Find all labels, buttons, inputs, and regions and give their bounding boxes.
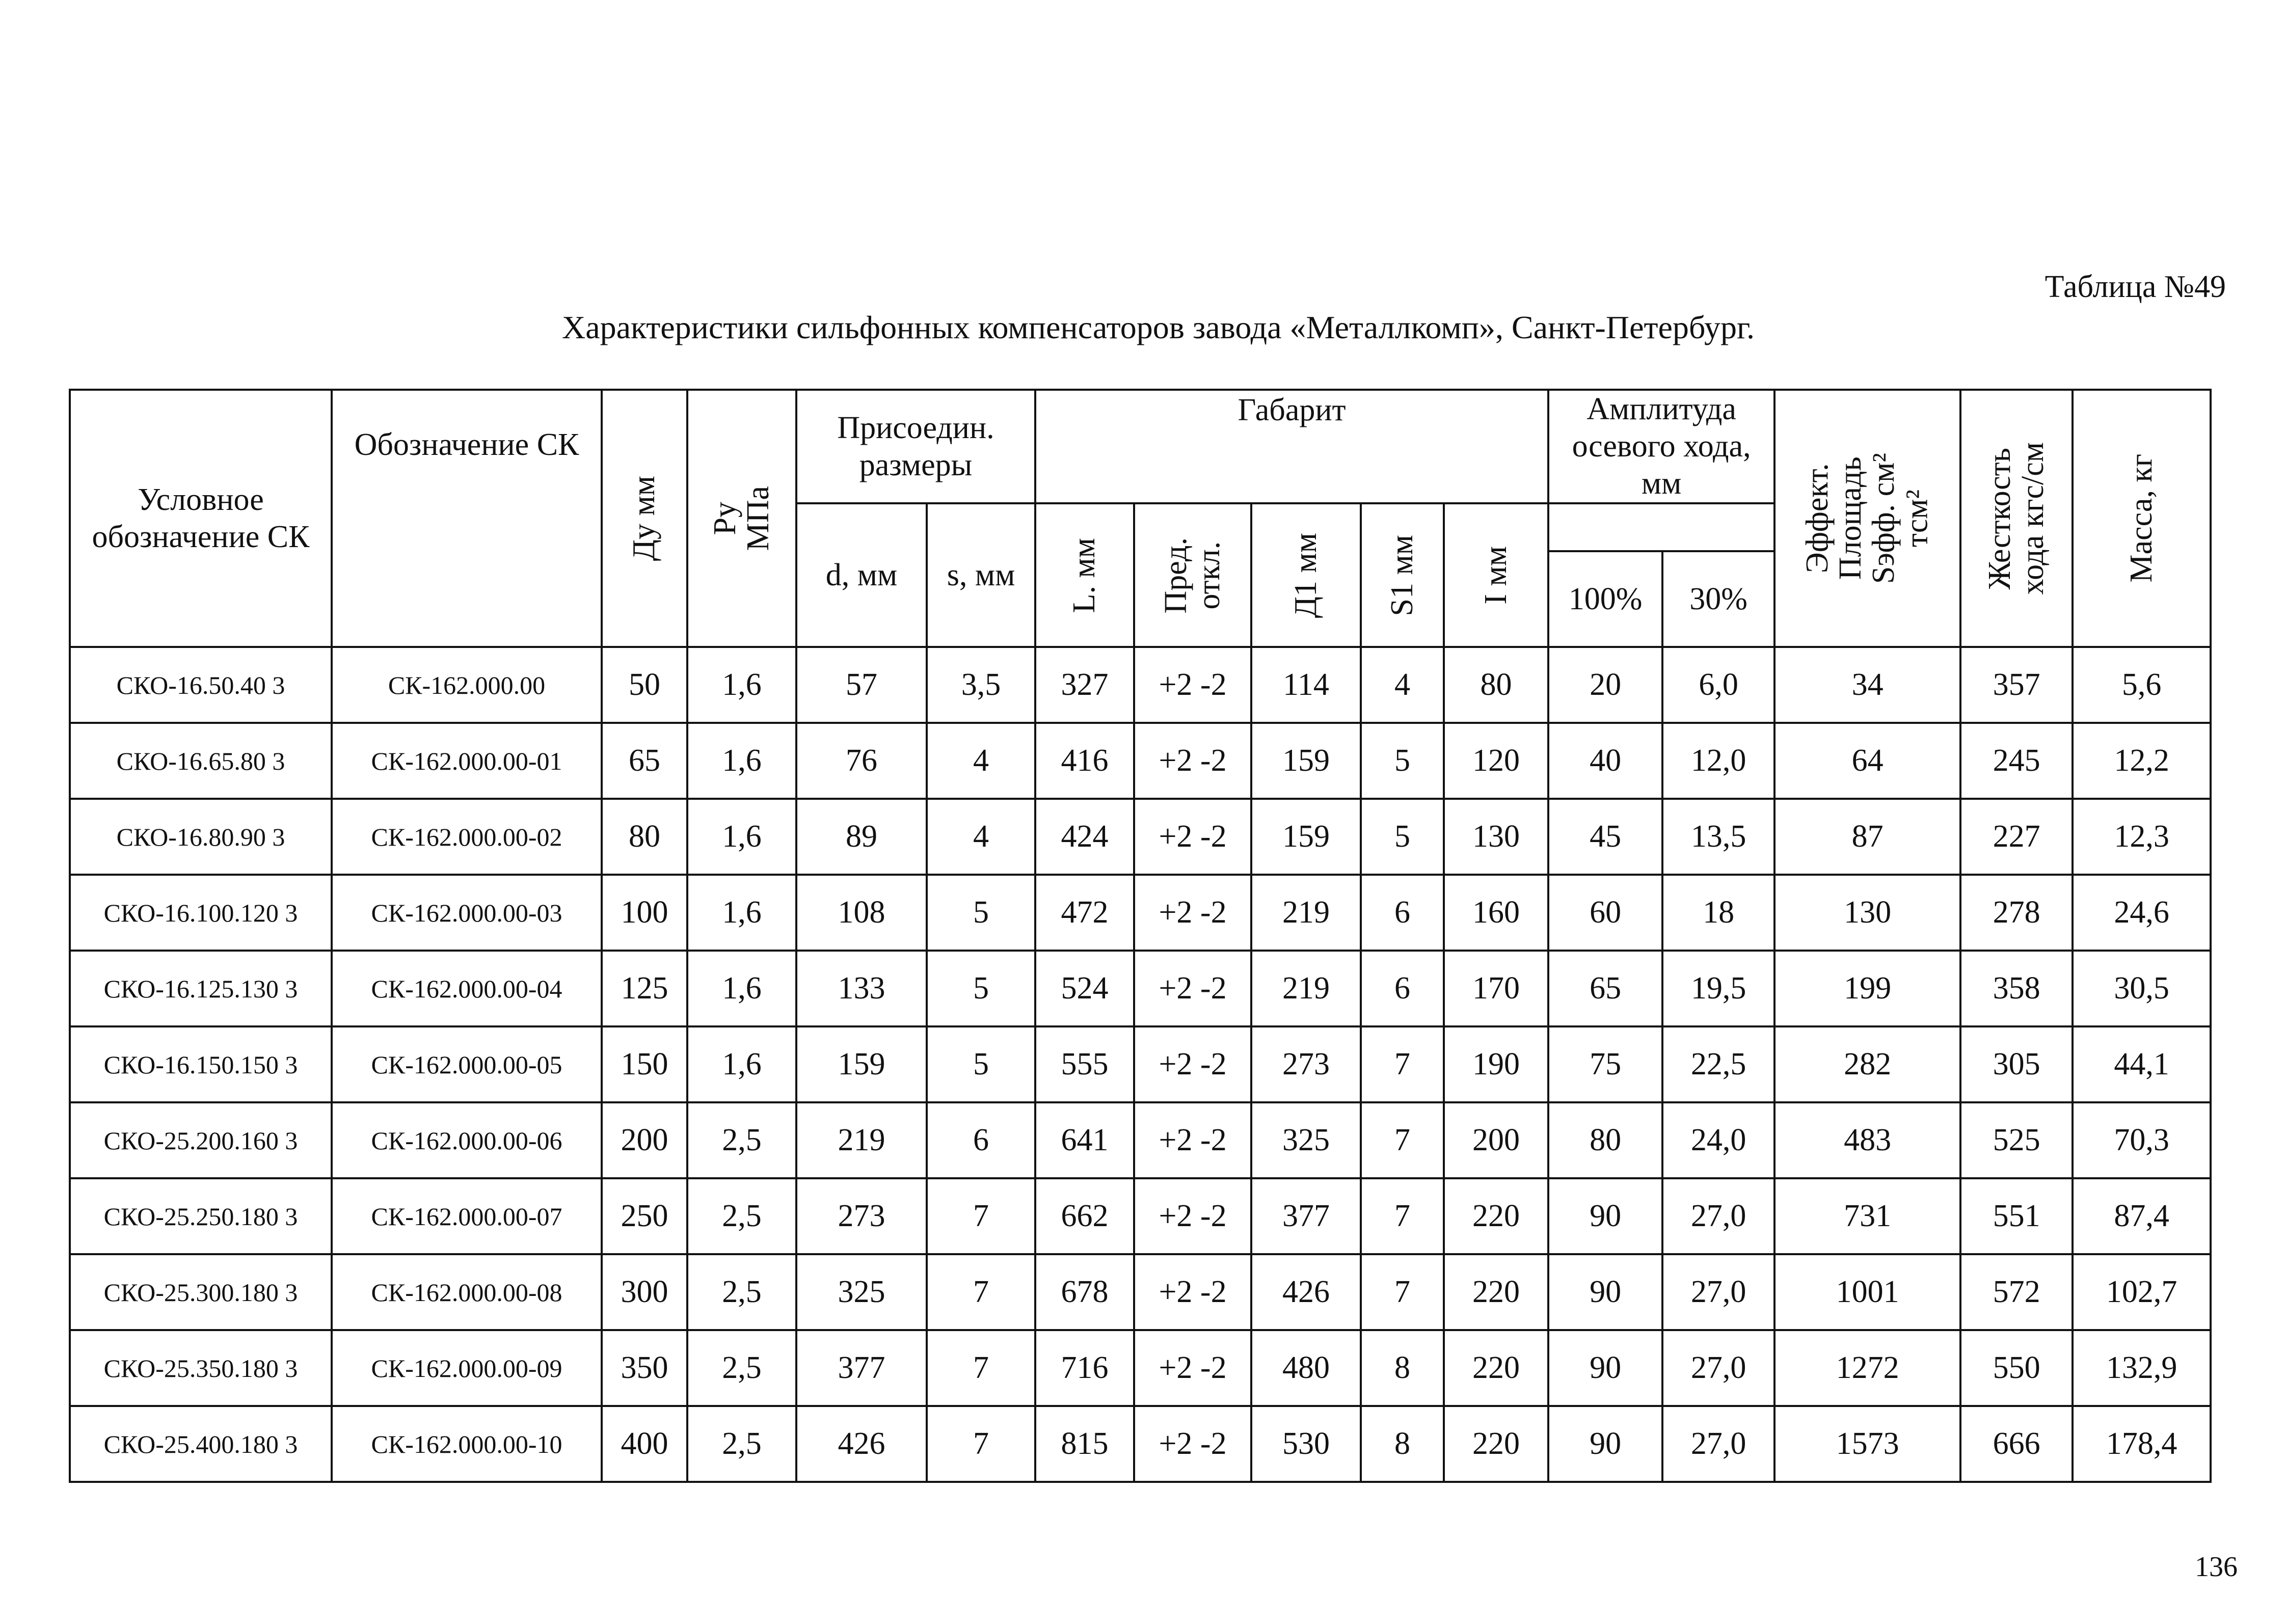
header-eff-line4: тсм² [1899, 490, 1934, 548]
cell-L: 472 [1035, 875, 1134, 951]
cell-amp30: 12,0 [1662, 723, 1774, 799]
cell-D1: 530 [1251, 1406, 1361, 1482]
cell-s: 7 [927, 1254, 1035, 1330]
header-zhest-line2: хода кгс/см [2015, 442, 2051, 595]
cell-amp30: 22,5 [1662, 1026, 1774, 1102]
header-eff-line1: Эффект. [1800, 463, 1835, 574]
cell-zhest: 550 [1960, 1330, 2073, 1406]
cell-massa: 30,5 [2073, 951, 2211, 1026]
cell-d: 219 [796, 1102, 927, 1178]
header-s: s, мм [927, 503, 1035, 647]
cell-eff: 483 [1774, 1102, 1960, 1178]
cell-I: 130 [1444, 799, 1548, 875]
cell-S1: 8 [1361, 1406, 1444, 1482]
cell-S1: 4 [1361, 647, 1444, 723]
cell-S1: 7 [1361, 1178, 1444, 1254]
cell-S1: 5 [1361, 799, 1444, 875]
cell-zhest: 245 [1960, 723, 2073, 799]
header-massa [2073, 390, 2211, 647]
cell-pu: 2,5 [687, 1254, 796, 1330]
header-du-text: Ду мм [627, 476, 662, 561]
table-row [70, 1406, 2211, 1482]
cell-pred: +2 -2 [1134, 799, 1251, 875]
cell-massa: 132,9 [2073, 1330, 2211, 1406]
cell-L: 524 [1035, 951, 1134, 1026]
cell-eff: 1573 [1774, 1406, 1960, 1482]
cell-s: 4 [927, 723, 1035, 799]
cell-I: 120 [1444, 723, 1548, 799]
cell-pu: 2,5 [687, 1330, 796, 1406]
header-pred-text [1160, 537, 1226, 614]
table-row [70, 951, 2211, 1026]
cell-s: 7 [927, 1178, 1035, 1254]
cell-pred: +2 -2 [1134, 951, 1251, 1026]
cell-uslovnoe: СКО-16.65.80 3 [70, 723, 332, 799]
cell-oboznachenie: СК-162.000.00-01 [332, 723, 602, 799]
cell-d: 57 [796, 647, 927, 723]
cell-du: 65 [602, 723, 687, 799]
cell-oboznachenie: СК-162.000.00-08 [332, 1254, 602, 1330]
cell-I: 80 [1444, 647, 1548, 723]
header-du [602, 390, 687, 647]
cell-amp100: 60 [1548, 875, 1662, 951]
cell-uslovnoe: СКО-25.250.180 3 [70, 1178, 332, 1254]
cell-amp30: 6,0 [1662, 647, 1774, 723]
cell-d: 89 [796, 799, 927, 875]
cell-D1: 219 [1251, 875, 1361, 951]
cell-s: 5 [927, 951, 1035, 1026]
table-title: Характеристики сильфонных компенсаторов завода «Металлкомп», Санкт-Петербург. [562, 309, 1755, 345]
cell-du: 50 [602, 647, 687, 723]
cell-massa: 178,4 [2073, 1406, 2211, 1482]
cell-uslovnoe: СКО-16.80.90 3 [70, 799, 332, 875]
cell-eff: 87 [1774, 799, 1960, 875]
cell-I: 220 [1444, 1406, 1548, 1482]
cell-S1: 6 [1361, 951, 1444, 1026]
cell-uslovnoe: СКО-25.400.180 3 [70, 1406, 332, 1482]
cell-oboznachenie: СК-162.000.00-06 [332, 1102, 602, 1178]
cell-oboznachenie: СК-162.000.00-07 [332, 1178, 602, 1254]
header-pu-line1: Ру [707, 501, 742, 535]
cell-massa: 102,7 [2073, 1254, 2211, 1330]
cell-zhest: 227 [1960, 799, 2073, 875]
cell-du: 250 [602, 1178, 687, 1254]
cell-d: 108 [796, 875, 927, 951]
cell-massa: 87,4 [2073, 1178, 2211, 1254]
cell-pu: 2,5 [687, 1178, 796, 1254]
cell-uslovnoe: СКО-25.200.160 3 [70, 1102, 332, 1178]
cell-du: 125 [602, 951, 687, 1026]
cell-S1: 7 [1361, 1026, 1444, 1102]
header-I [1444, 503, 1548, 647]
cell-du: 350 [602, 1330, 687, 1406]
cell-L: 815 [1035, 1406, 1134, 1482]
header-100: 100% [1548, 551, 1662, 647]
header-gabarit: Габарит [1035, 390, 1548, 503]
cell-pred: +2 -2 [1134, 1102, 1251, 1178]
compensator-table [69, 389, 2212, 1483]
cell-massa: 44,1 [2073, 1026, 2211, 1102]
cell-s: 5 [927, 1026, 1035, 1102]
cell-amp30: 27,0 [1662, 1254, 1774, 1330]
cell-d: 377 [796, 1330, 927, 1406]
cell-s: 4 [927, 799, 1035, 875]
header-pu-line2: МПа [741, 486, 775, 551]
header-L [1035, 503, 1134, 647]
cell-S1: 7 [1361, 1254, 1444, 1330]
cell-pred: +2 -2 [1134, 875, 1251, 951]
cell-massa: 5,6 [2073, 647, 2211, 723]
header-eff [1774, 390, 1960, 647]
cell-L: 555 [1035, 1026, 1134, 1102]
cell-I: 190 [1444, 1026, 1548, 1102]
cell-du: 100 [602, 875, 687, 951]
cell-D1: 480 [1251, 1330, 1361, 1406]
cell-uslovnoe: СКО-25.350.180 3 [70, 1330, 332, 1406]
cell-d: 426 [796, 1406, 927, 1482]
cell-L: 716 [1035, 1330, 1134, 1406]
cell-amp100: 40 [1548, 723, 1662, 799]
page-number: 136 [2195, 1551, 2238, 1583]
cell-pred: +2 -2 [1134, 723, 1251, 799]
header-I-text: I мм [1478, 546, 1513, 605]
cell-amp30: 27,0 [1662, 1178, 1774, 1254]
table-row [70, 1330, 2211, 1406]
table-row [70, 799, 2211, 875]
cell-s: 6 [927, 1102, 1035, 1178]
header-pred [1134, 503, 1251, 647]
cell-zhest: 525 [1960, 1102, 2073, 1178]
cell-eff: 130 [1774, 875, 1960, 951]
table-row [70, 723, 2211, 799]
header-massa-text: Масса, кг [2124, 454, 2159, 583]
cell-pu: 1,6 [687, 1026, 796, 1102]
cell-amp100: 20 [1548, 647, 1662, 723]
cell-pu: 1,6 [687, 647, 796, 723]
header-eff-text [1801, 453, 1933, 584]
cell-zhest: 551 [1960, 1178, 2073, 1254]
cell-S1: 6 [1361, 875, 1444, 951]
header-pred-line1: Пред. [1158, 537, 1193, 614]
header-D1-text: Д1 мм [1288, 532, 1323, 618]
cell-L: 327 [1035, 647, 1134, 723]
cell-oboznachenie: СК-162.000.00-10 [332, 1406, 602, 1482]
cell-uslovnoe: СКО-16.125.130 3 [70, 951, 332, 1026]
cell-pu: 1,6 [687, 799, 796, 875]
cell-du: 200 [602, 1102, 687, 1178]
cell-amp30: 13,5 [1662, 799, 1774, 875]
header-S1-text: S1 мм [1384, 534, 1419, 616]
cell-D1: 159 [1251, 723, 1361, 799]
cell-massa: 12,3 [2073, 799, 2211, 875]
table-row [70, 1178, 2211, 1254]
cell-zhest: 278 [1960, 875, 2073, 951]
cell-d: 76 [796, 723, 927, 799]
cell-amp100: 75 [1548, 1026, 1662, 1102]
cell-eff: 64 [1774, 723, 1960, 799]
cell-uslovnoe: СКО-16.150.150 3 [70, 1026, 332, 1102]
table-row [70, 647, 2211, 723]
header-pu-text [709, 486, 775, 551]
cell-d: 325 [796, 1254, 927, 1330]
cell-du: 80 [602, 799, 687, 875]
cell-oboznachenie: СК-162.000.00 [332, 647, 602, 723]
cell-pred: +2 -2 [1134, 1330, 1251, 1406]
cell-amp100: 90 [1548, 1406, 1662, 1482]
cell-uslovnoe: СКО-16.100.120 3 [70, 875, 332, 951]
cell-s: 5 [927, 875, 1035, 951]
cell-L: 641 [1035, 1102, 1134, 1178]
cell-amp30: 27,0 [1662, 1406, 1774, 1482]
header-d: d, мм [796, 503, 927, 647]
cell-du: 300 [602, 1254, 687, 1330]
cell-L: 678 [1035, 1254, 1134, 1330]
header-oboznachenie: Обозначение СК [332, 390, 602, 647]
cell-s: 7 [927, 1330, 1035, 1406]
cell-zhest: 572 [1960, 1254, 2073, 1330]
cell-pu: 2,5 [687, 1102, 796, 1178]
cell-I: 220 [1444, 1254, 1548, 1330]
cell-massa: 12,2 [2073, 723, 2211, 799]
header-D1 [1251, 503, 1361, 647]
header-zhest-line1: Жесткость [1982, 447, 2017, 589]
cell-oboznachenie: СК-162.000.00-05 [332, 1026, 602, 1102]
cell-amp100: 90 [1548, 1178, 1662, 1254]
cell-eff: 731 [1774, 1178, 1960, 1254]
header-prisoed: Присоедин. размеры [796, 390, 1035, 503]
cell-amp30: 18 [1662, 875, 1774, 951]
cell-pu: 1,6 [687, 951, 796, 1026]
cell-oboznachenie: СК-162.000.00-03 [332, 875, 602, 951]
cell-oboznachenie: СК-162.000.00-09 [332, 1330, 602, 1406]
cell-pred: +2 -2 [1134, 1406, 1251, 1482]
cell-D1: 114 [1251, 647, 1361, 723]
header-30: 30% [1662, 551, 1774, 647]
cell-zhest: 357 [1960, 647, 2073, 723]
cell-I: 220 [1444, 1330, 1548, 1406]
cell-I: 170 [1444, 951, 1548, 1026]
cell-pred: +2 -2 [1134, 1178, 1251, 1254]
cell-amp30: 27,0 [1662, 1330, 1774, 1406]
cell-pu: 1,6 [687, 723, 796, 799]
cell-uslovnoe: СКО-25.300.180 3 [70, 1254, 332, 1330]
cell-massa: 24,6 [2073, 875, 2211, 951]
cell-D1: 426 [1251, 1254, 1361, 1330]
cell-amp30: 19,5 [1662, 951, 1774, 1026]
cell-amp100: 45 [1548, 799, 1662, 875]
cell-S1: 5 [1361, 723, 1444, 799]
cell-uslovnoe: СКО-16.50.40 3 [70, 647, 332, 723]
cell-D1: 325 [1251, 1102, 1361, 1178]
header-pu [687, 390, 796, 647]
cell-pred: +2 -2 [1134, 1254, 1251, 1330]
cell-D1: 219 [1251, 951, 1361, 1026]
header-zhest-text [1983, 442, 2050, 594]
header-eff-line3: Sэфф. см² [1866, 453, 1901, 584]
cell-s: 3,5 [927, 647, 1035, 723]
cell-S1: 7 [1361, 1102, 1444, 1178]
cell-pu: 1,6 [687, 875, 796, 951]
cell-massa: 70,3 [2073, 1102, 2211, 1178]
cell-I: 200 [1444, 1102, 1548, 1178]
cell-L: 416 [1035, 723, 1134, 799]
table-caption: Таблица №49 [2045, 269, 2226, 304]
cell-pred: +2 -2 [1134, 1026, 1251, 1102]
cell-amp100: 90 [1548, 1330, 1662, 1406]
cell-du: 150 [602, 1026, 687, 1102]
cell-L: 424 [1035, 799, 1134, 875]
cell-eff: 1001 [1774, 1254, 1960, 1330]
table-row [70, 1102, 2211, 1178]
cell-oboznachenie: СК-162.000.00-02 [332, 799, 602, 875]
header-amplituda-spacer [1548, 503, 1774, 551]
header-uslovnoe: Условное обозначение СК [70, 390, 332, 647]
cell-d: 133 [796, 951, 927, 1026]
cell-D1: 377 [1251, 1178, 1361, 1254]
cell-D1: 273 [1251, 1026, 1361, 1102]
cell-zhest: 305 [1960, 1026, 2073, 1102]
cell-d: 273 [796, 1178, 927, 1254]
header-amplituda: Амплитуда осевого хода, мм [1548, 390, 1774, 503]
table-row [70, 875, 2211, 951]
cell-s: 7 [927, 1406, 1035, 1482]
cell-eff: 1272 [1774, 1330, 1960, 1406]
header-L-text: L. мм [1067, 537, 1102, 613]
cell-D1: 159 [1251, 799, 1361, 875]
cell-zhest: 666 [1960, 1406, 2073, 1482]
cell-zhest: 358 [1960, 951, 2073, 1026]
cell-oboznachenie: СК-162.000.00-04 [332, 951, 602, 1026]
cell-pred: +2 -2 [1134, 647, 1251, 723]
cell-eff: 282 [1774, 1026, 1960, 1102]
table-row [70, 1254, 2211, 1330]
cell-I: 160 [1444, 875, 1548, 951]
cell-eff: 199 [1774, 951, 1960, 1026]
cell-pu: 2,5 [687, 1406, 796, 1482]
header-eff-line2: Площадь [1833, 456, 1868, 580]
cell-amp100: 80 [1548, 1102, 1662, 1178]
cell-du: 400 [602, 1406, 687, 1482]
cell-L: 662 [1035, 1178, 1134, 1254]
cell-amp100: 65 [1548, 951, 1662, 1026]
header-zhest [1960, 390, 2073, 647]
cell-amp100: 90 [1548, 1254, 1662, 1330]
cell-eff: 34 [1774, 647, 1960, 723]
cell-I: 220 [1444, 1178, 1548, 1254]
header-pred-line2: откл. [1192, 541, 1227, 610]
cell-amp30: 24,0 [1662, 1102, 1774, 1178]
header-S1 [1361, 503, 1444, 647]
table-row [70, 1026, 2211, 1102]
cell-d: 159 [796, 1026, 927, 1102]
cell-S1: 8 [1361, 1330, 1444, 1406]
